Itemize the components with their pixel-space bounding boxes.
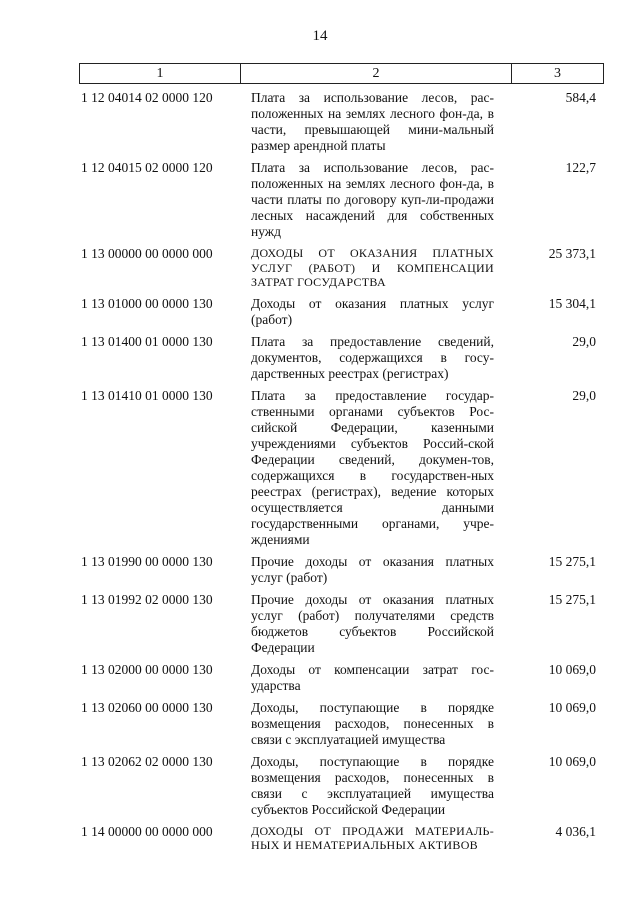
- amount: 10 069,0: [548, 699, 596, 715]
- income-name: Доходы от оказания платных услуг (работ): [251, 295, 494, 327]
- budget-code: 1 13 01990 00 0000 130: [81, 553, 213, 569]
- table-header-row: [79, 63, 604, 84]
- amount: 4 036,1: [555, 823, 596, 839]
- column-header-2: 2: [241, 64, 512, 83]
- budget-code: 1 13 02000 00 0000 130: [81, 661, 213, 677]
- table-row: [79, 592, 604, 656]
- table-row: [79, 296, 604, 328]
- budget-code: 1 13 00000 00 0000 000: [81, 246, 213, 261]
- amount: 122,7: [565, 160, 596, 175]
- budget-code: 1 13 01000 00 0000 130: [81, 295, 213, 311]
- income-name: Прочие доходы от оказания платных услуг (работ) получателями средств бюджетов субъектов Российской Федерации: [251, 591, 494, 655]
- budget-code: 1 12 04015 02 0000 120: [81, 160, 213, 175]
- budget-code: 1 13 01410 01 0000 130: [81, 387, 213, 403]
- amount: 10 069,0: [548, 753, 596, 769]
- table-row: [79, 824, 604, 853]
- income-name: Плата за использование лесов, рас-положенных на землях лесного фон-да, в части платы по договору куп-ли-продажи лесных насаждений для собственных нужд: [251, 160, 494, 239]
- table-row: [79, 90, 604, 154]
- income-name: Плата за предоставление сведений, документов, содержащихся в госу-дарственных реестрах (регистрах): [251, 333, 494, 381]
- budget-code: 1 13 01992 02 0000 130: [81, 591, 213, 607]
- income-name: Доходы от компенсации затрат гос-ударства: [251, 661, 494, 693]
- table-row: [79, 700, 604, 748]
- table-row: [79, 160, 604, 240]
- income-name: ДОХОДЫ ОТ ОКАЗАНИЯ ПЛАТНЫХ УСЛУГ (РАБОТ) И КОМПЕНСАЦИИ ЗАТРАТ ГОСУДАРСТВА: [251, 246, 494, 289]
- column-header-1: 1: [80, 64, 241, 83]
- table-row: [79, 246, 604, 290]
- income-name: Прочие доходы от оказания платных услуг (работ): [251, 553, 494, 585]
- table-row: [79, 334, 604, 382]
- column-header-3: 3: [554, 65, 561, 81]
- budget-code: 1 12 04014 02 0000 120: [81, 90, 213, 105]
- budget-code: 1 13 02060 00 0000 130: [81, 699, 213, 715]
- table-row: [79, 662, 604, 694]
- income-table: [79, 63, 604, 853]
- amount: 584,4: [565, 90, 596, 105]
- income-name: Плата за предоставление государ-ственными органами субъектов Рос-сийской Федерации, казенными учреждениями субъектов Россий-ской Федерации сведений, докумен-тов, содержащихся в государствен-ных реестрах (регистрах), ведение которых осуществляется данными государственными органами, учре-ждениями: [251, 387, 494, 547]
- income-name: Доходы, поступающие в порядке возмещения расходов, понесенных в связи с эксплуатацией имущества: [251, 699, 494, 747]
- budget-code: 1 13 02062 02 0000 130: [81, 753, 213, 769]
- table-row: [79, 554, 604, 586]
- amount: 15 275,1: [548, 553, 596, 569]
- income-name: Доходы, поступающие в порядке возмещения расходов, понесенных в связи с эксплуатацией имущества субъектов Российской Федерации: [251, 753, 494, 817]
- amount: 15 304,1: [548, 295, 596, 311]
- amount: 10 069,0: [548, 661, 596, 677]
- amount: 29,0: [572, 333, 596, 349]
- amount: 29,0: [572, 387, 596, 403]
- income-name: ДОХОДЫ ОТ ПРОДАЖИ МАТЕРИАЛЬ-НЫХ И НЕМАТЕРИАЛЬНЫХ АКТИВОВ: [251, 823, 494, 852]
- budget-code: 1 13 01400 01 0000 130: [81, 333, 213, 349]
- amount: 25 373,1: [548, 246, 596, 261]
- budget-code: 1 14 00000 00 0000 000: [81, 823, 213, 839]
- table-row: [79, 388, 604, 548]
- table-row: [79, 754, 604, 818]
- page-number: 14: [312, 28, 328, 44]
- income-name: Плата за использование лесов, рас-положенных на землях лесного фон-да, в части, превышающей мини-мальный размер арендной платы: [251, 90, 494, 153]
- amount: 15 275,1: [548, 591, 596, 607]
